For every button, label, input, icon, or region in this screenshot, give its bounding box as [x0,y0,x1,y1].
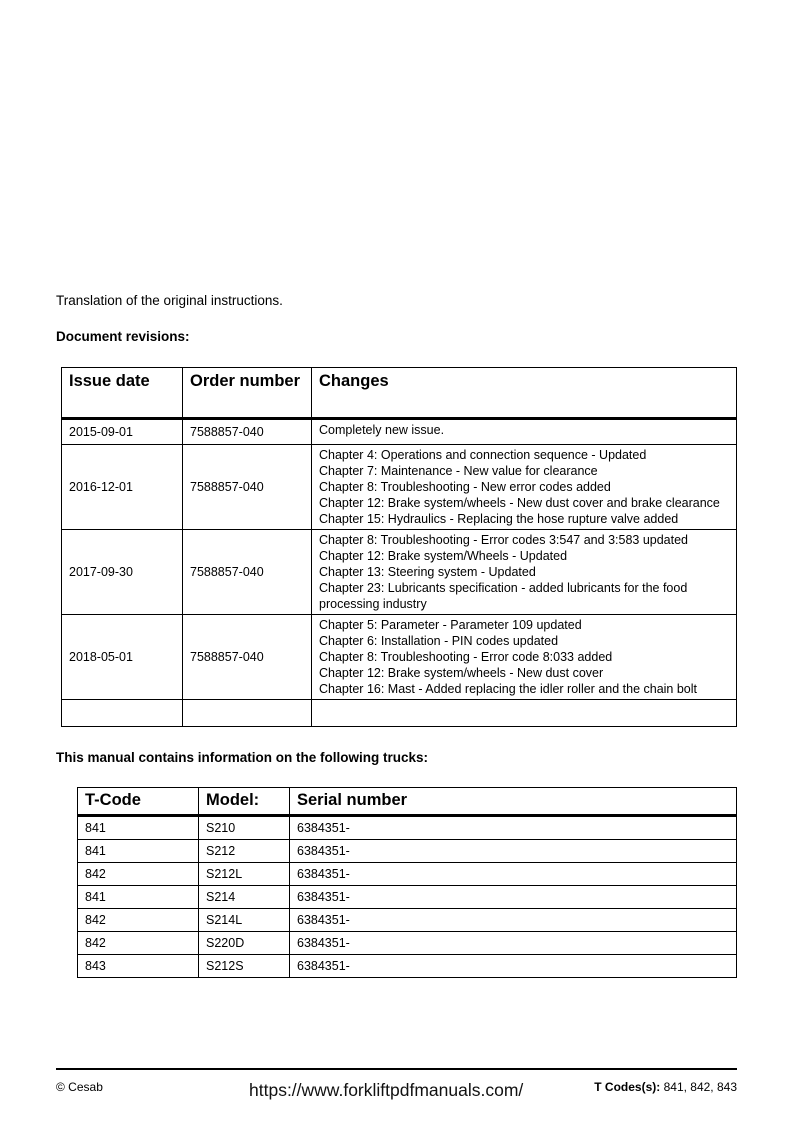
truck-serial-number: 6384351- [290,863,737,886]
footer-tcodes [594,1080,737,1094]
footer-divider [56,1068,737,1070]
truck-tcode: 841 [78,886,199,909]
header-serial-number: Serial number [290,788,737,816]
revision-row [62,700,737,727]
change-item: Chapter 7: Maintenance - New value for clearance [319,464,598,478]
revision-row [62,530,737,615]
truck-serial-number: 6384351- [290,955,737,978]
truck-serial-number: 6384351- [290,840,737,863]
change-item: Chapter 5: Parameter - Parameter 109 updated [319,618,582,632]
revision-changes [312,445,737,530]
trucks-heading: This manual contains information on the following trucks: [56,750,429,765]
change-item: Chapter 16: Mast - Added replacing the idler roller and the chain bolt [319,682,698,696]
truck-model: S212L [199,863,290,886]
truck-tcode: 843 [78,955,199,978]
revisions-header-row [62,368,737,419]
revision-row [62,419,737,445]
footer-tcodes-label: T Codes(s): [594,1080,661,1094]
change-item: Chapter 12: Brake system/Wheels - Updated [319,549,568,563]
trucks-table [77,787,737,978]
footer-url-link[interactable]: https://www.forkliftpdfmanuals.com/ [249,1080,524,1100]
header-changes: Changes [312,368,737,419]
revision-order-number: 7588857-040 [183,419,312,445]
truck-tcode: 841 [78,816,199,840]
truck-model: S210 [199,816,290,840]
footer-tcodes-value: 841, 842, 843 [663,1080,737,1094]
revisions-body [62,419,737,727]
truck-serial-number: 6384351- [290,909,737,932]
truck-model: S212S [199,955,290,978]
truck-tcode: 842 [78,932,199,955]
revision-issue-date: 2017-09-30 [62,530,183,615]
change-item: Chapter 8: Troubleshooting - Error code 8:033 added [319,650,613,664]
change-item: Chapter 4: Operations and connection sequence - Updated [319,448,647,462]
header-tcode: T-Code [78,788,199,816]
change-item: Chapter 8: Troubleshooting - Error codes 3:547 and 3:583 updated [319,533,689,547]
header-order-number: Order number [183,368,312,419]
truck-row [78,816,737,840]
truck-tcode: 842 [78,909,199,932]
truck-serial-number: 6384351- [290,886,737,909]
change-item: Chapter 6: Installation - PIN codes updated [319,634,559,648]
trucks-body [78,816,737,978]
revision-changes [312,700,737,727]
change-item: Chapter 13: Steering system - Updated [319,565,536,579]
truck-row [78,909,737,932]
truck-row [78,863,737,886]
header-model: Model: [199,788,290,816]
truck-model: S212 [199,840,290,863]
truck-serial-number: 6384351- [290,816,737,840]
revision-order-number: 7588857-040 [183,530,312,615]
revision-order-number [183,700,312,727]
truck-row [78,932,737,955]
change-item: Chapter 15: Hydraulics - Replacing the hose rupture valve added [319,512,679,526]
change-item: Completely new issue. [319,423,445,437]
revision-order-number: 7588857-040 [183,445,312,530]
intro-text: Translation of the original instructions. [56,293,283,308]
revision-row [62,445,737,530]
change-item: Chapter 12: Brake system/wheels - New dust cover and brake clearance [319,496,720,510]
truck-model: S220D [199,932,290,955]
truck-tcode: 842 [78,863,199,886]
revision-changes [312,615,737,700]
change-item: Chapter 8: Troubleshooting - New error codes added [319,480,611,494]
truck-row [78,840,737,863]
change-item: Chapter 12: Brake system/wheels - New dust cover [319,666,604,680]
footer-copyright: © Cesab [56,1080,103,1094]
truck-tcode: 841 [78,840,199,863]
truck-model: S214L [199,909,290,932]
revision-issue-date: 2015-09-01 [62,419,183,445]
revisions-table [61,367,737,727]
revision-changes [312,530,737,615]
truck-row [78,955,737,978]
revisions-heading: Document revisions: [56,329,190,344]
truck-row [78,886,737,909]
truck-serial-number: 6384351- [290,932,737,955]
revision-order-number: 7588857-040 [183,615,312,700]
truck-model: S214 [199,886,290,909]
trucks-header-row [78,788,737,816]
revision-changes [312,419,737,445]
revision-issue-date: 2018-05-01 [62,615,183,700]
change-item: Chapter 23: Lubricants specification - added lubricants for the food processing industry [319,581,688,611]
revision-issue-date [62,700,183,727]
revision-row [62,615,737,700]
header-issue-date: Issue date [62,368,183,419]
revision-issue-date: 2016-12-01 [62,445,183,530]
